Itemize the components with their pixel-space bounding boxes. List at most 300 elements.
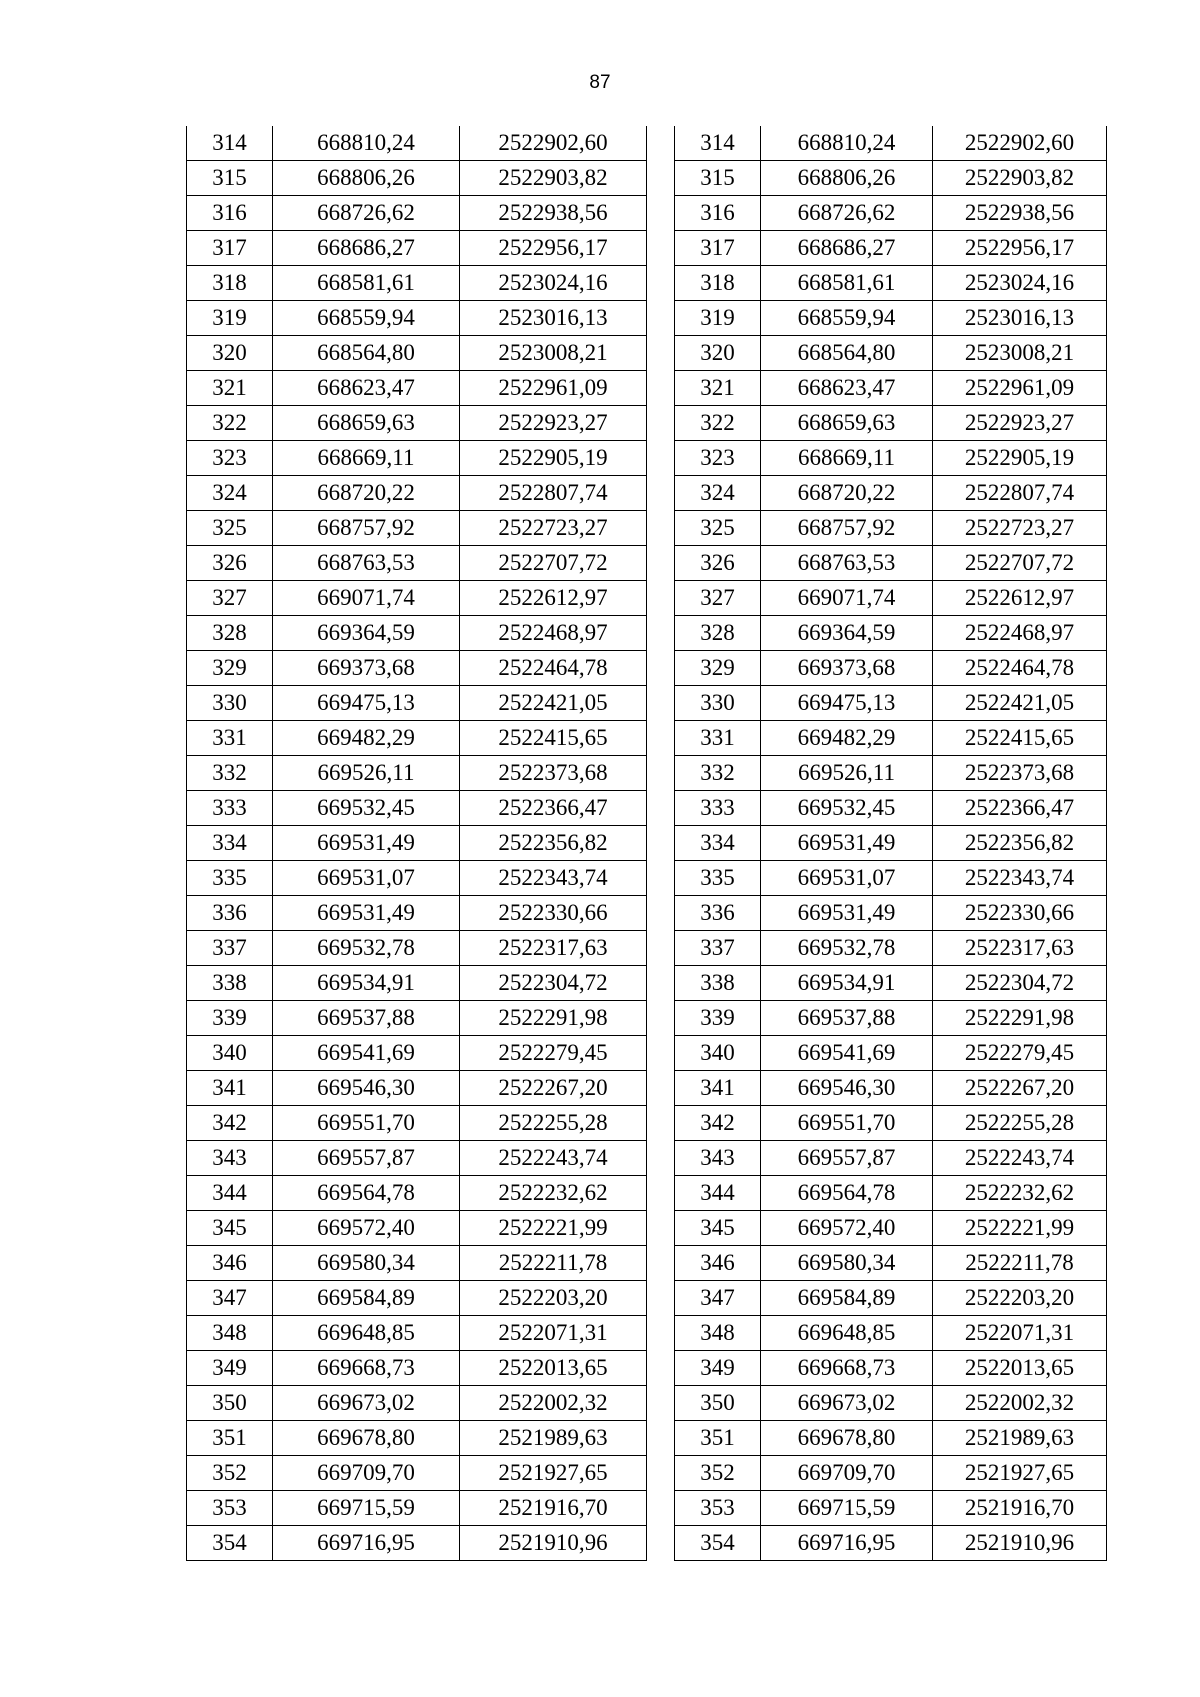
table-row — [187, 301, 647, 336]
x-coordinate-cell — [273, 441, 460, 476]
x-coordinate-cell — [761, 1351, 933, 1386]
table-row — [675, 966, 1107, 1001]
cell-text: 342 — [700, 1110, 735, 1135]
cell-text: 669668,73 — [797, 1355, 896, 1380]
cell-text: 2523024,16 — [498, 270, 608, 295]
table-row — [187, 1281, 647, 1316]
x-coordinate-cell — [761, 686, 933, 721]
cell-text: 2522291,98 — [964, 1005, 1075, 1030]
cell-text: 669534,91 — [317, 970, 415, 995]
point-number-cell — [187, 301, 273, 336]
table-row — [187, 1071, 647, 1106]
cell-text: 2522905,19 — [498, 445, 608, 470]
table-row — [675, 546, 1107, 581]
y-coordinate-cell — [933, 756, 1107, 791]
y-coordinate-cell — [460, 616, 647, 651]
y-coordinate-cell — [460, 861, 647, 896]
cell-text: 2522612,97 — [498, 585, 608, 610]
x-coordinate-cell — [761, 546, 933, 581]
cell-text: 669531,49 — [797, 900, 896, 925]
point-number-cell — [187, 581, 273, 616]
y-coordinate-cell — [460, 511, 647, 546]
y-coordinate-cell — [460, 581, 647, 616]
table-row — [675, 791, 1107, 826]
cell-text: 2522279,45 — [964, 1040, 1075, 1065]
cell-text: 669526,11 — [798, 760, 895, 785]
x-coordinate-cell — [273, 406, 460, 441]
cell-text: 669482,29 — [797, 725, 896, 750]
point-number-cell — [187, 1176, 273, 1211]
x-coordinate-cell — [273, 581, 460, 616]
x-coordinate-cell — [761, 1106, 933, 1141]
table-row — [187, 581, 647, 616]
cell-text: 315 — [700, 165, 735, 190]
cell-text: 2522203,20 — [964, 1285, 1075, 1310]
cell-text: 351 — [212, 1425, 247, 1450]
point-number-cell — [675, 966, 761, 1001]
point-number-cell — [187, 1281, 273, 1316]
cell-text: 2523024,16 — [964, 270, 1075, 295]
table-row — [675, 196, 1107, 231]
table-row — [675, 1526, 1107, 1561]
cell-text: 349 — [212, 1355, 247, 1380]
x-coordinate-cell — [761, 231, 933, 266]
cell-text: 323 — [212, 445, 247, 470]
cell-text: 320 — [700, 340, 735, 365]
table-row — [675, 476, 1107, 511]
point-number-cell — [187, 756, 273, 791]
point-number-cell — [187, 721, 273, 756]
x-coordinate-cell — [761, 1176, 933, 1211]
point-number-cell — [675, 1456, 761, 1491]
cell-text: 2522903,82 — [964, 165, 1075, 190]
table-row — [675, 1176, 1107, 1211]
cell-text: 341 — [700, 1075, 735, 1100]
page-number: 87 — [589, 72, 611, 93]
x-coordinate-cell — [273, 1456, 460, 1491]
cell-text: 332 — [212, 760, 247, 785]
cell-text: 669580,34 — [317, 1250, 415, 1275]
cell-text: 339 — [212, 1005, 247, 1030]
table-row — [187, 861, 647, 896]
x-coordinate-cell — [273, 161, 460, 196]
x-coordinate-cell — [273, 1246, 460, 1281]
cell-text: 669541,69 — [317, 1040, 415, 1065]
y-coordinate-cell — [460, 1246, 647, 1281]
y-coordinate-cell — [933, 406, 1107, 441]
y-coordinate-cell — [933, 861, 1107, 896]
point-number-cell — [675, 1141, 761, 1176]
x-coordinate-cell — [761, 1001, 933, 1036]
table-row — [187, 721, 647, 756]
cell-text: 348 — [700, 1320, 735, 1345]
table-row — [675, 1491, 1107, 1526]
cell-text: 2522211,78 — [965, 1250, 1074, 1275]
point-number-cell — [187, 931, 273, 966]
cell-text: 336 — [212, 900, 247, 925]
point-number-cell — [675, 931, 761, 966]
table-row — [187, 826, 647, 861]
x-coordinate-cell — [761, 966, 933, 1001]
table-row — [675, 301, 1107, 336]
table-row — [675, 161, 1107, 196]
cell-text: 668623,47 — [317, 375, 415, 400]
point-number-cell — [675, 1001, 761, 1036]
cell-text: 2523008,21 — [964, 340, 1075, 365]
x-coordinate-cell — [273, 126, 460, 161]
cell-text: 325 — [212, 515, 247, 540]
point-number-cell — [675, 196, 761, 231]
cell-text: 350 — [700, 1390, 735, 1415]
table-row — [675, 1141, 1107, 1176]
x-coordinate-cell — [273, 616, 460, 651]
y-coordinate-cell — [933, 581, 1107, 616]
y-coordinate-cell — [460, 966, 647, 1001]
cell-text: 668757,92 — [797, 515, 896, 540]
y-coordinate-cell — [933, 546, 1107, 581]
point-number-cell — [187, 1071, 273, 1106]
x-coordinate-cell — [273, 1351, 460, 1386]
table-row — [675, 931, 1107, 966]
cell-text: 669572,40 — [317, 1215, 415, 1240]
cell-text: 2521916,70 — [964, 1495, 1075, 1520]
cell-text: 2522938,56 — [498, 200, 608, 225]
cell-text: 669373,68 — [317, 655, 415, 680]
point-number-cell — [675, 896, 761, 931]
y-coordinate-cell — [933, 336, 1107, 371]
point-number-cell — [187, 406, 273, 441]
table-row — [675, 511, 1107, 546]
cell-text: 2522002,32 — [964, 1390, 1075, 1415]
y-coordinate-cell — [460, 1106, 647, 1141]
point-number-cell — [187, 1246, 273, 1281]
x-coordinate-cell — [273, 1106, 460, 1141]
cell-text: 329 — [212, 655, 247, 680]
cell-text: 2522330,66 — [964, 900, 1075, 925]
cell-text: 2522232,62 — [498, 1180, 608, 1205]
x-coordinate-cell — [273, 826, 460, 861]
x-coordinate-cell — [273, 511, 460, 546]
cell-text: 2521916,70 — [498, 1495, 608, 1520]
cell-text: 343 — [212, 1145, 247, 1170]
x-coordinate-cell — [761, 1211, 933, 1246]
cell-text: 337 — [212, 935, 247, 960]
y-coordinate-cell — [933, 1106, 1107, 1141]
point-number-cell — [675, 826, 761, 861]
cell-text: 2522902,60 — [964, 130, 1075, 155]
y-coordinate-cell — [460, 196, 647, 231]
x-coordinate-cell — [273, 266, 460, 301]
x-coordinate-cell — [273, 1526, 460, 1561]
cell-text: 2522468,97 — [498, 620, 608, 645]
cell-text: 319 — [700, 305, 735, 330]
cell-text: 2522905,19 — [964, 445, 1075, 470]
x-coordinate-cell — [761, 1386, 933, 1421]
cell-text: 337 — [700, 935, 735, 960]
point-number-cell — [187, 1456, 273, 1491]
cell-text: 319 — [212, 305, 247, 330]
y-coordinate-cell — [460, 1386, 647, 1421]
table-row — [675, 1316, 1107, 1351]
cell-text: 2522938,56 — [964, 200, 1075, 225]
cell-text: 344 — [700, 1180, 735, 1205]
table-row — [187, 1036, 647, 1071]
cell-text: 2522267,20 — [964, 1075, 1075, 1100]
table-row — [187, 126, 647, 161]
point-number-cell — [187, 476, 273, 511]
y-coordinate-cell — [933, 721, 1107, 756]
cell-text: 330 — [212, 690, 247, 715]
point-number-cell — [187, 861, 273, 896]
cell-text: 2522902,60 — [498, 130, 608, 155]
cell-text: 2522366,47 — [498, 795, 608, 820]
coordinates-table-right — [674, 126, 1107, 1561]
cell-text: 668810,24 — [797, 130, 896, 155]
point-number-cell — [675, 651, 761, 686]
cell-text: 314 — [212, 130, 247, 155]
cell-text: 2522961,09 — [498, 375, 608, 400]
table-row — [675, 581, 1107, 616]
point-number-cell — [187, 1141, 273, 1176]
point-number-cell — [187, 1526, 273, 1561]
cell-text: 2522267,20 — [498, 1075, 608, 1100]
cell-text: 324 — [700, 480, 735, 505]
cell-text: 2521927,65 — [498, 1460, 608, 1485]
cell-text: 2522013,65 — [964, 1355, 1075, 1380]
table-row — [187, 1456, 647, 1491]
cell-text: 338 — [700, 970, 735, 995]
x-coordinate-cell — [761, 1421, 933, 1456]
y-coordinate-cell — [460, 1456, 647, 1491]
y-coordinate-cell — [933, 931, 1107, 966]
cell-text: 2523008,21 — [498, 340, 608, 365]
x-coordinate-cell — [273, 721, 460, 756]
cell-text: 2522203,20 — [498, 1285, 608, 1310]
cell-text: 341 — [212, 1075, 247, 1100]
x-coordinate-cell — [273, 756, 460, 791]
y-coordinate-cell — [933, 1281, 1107, 1316]
cell-text: 668659,63 — [797, 410, 896, 435]
cell-text: 669546,30 — [797, 1075, 896, 1100]
point-number-cell — [187, 196, 273, 231]
cell-text: 2522343,74 — [498, 865, 608, 890]
x-coordinate-cell — [273, 1176, 460, 1211]
y-coordinate-cell — [933, 1526, 1107, 1561]
table-row — [187, 1246, 647, 1281]
cell-text: 668726,62 — [797, 200, 896, 225]
y-coordinate-cell — [933, 1456, 1107, 1491]
cell-text: 2522211,78 — [498, 1250, 608, 1275]
point-number-cell — [675, 1211, 761, 1246]
cell-text: 669532,78 — [797, 935, 896, 960]
table-row — [675, 1106, 1107, 1141]
point-number-cell — [675, 1036, 761, 1071]
y-coordinate-cell — [460, 686, 647, 721]
table-row — [187, 546, 647, 581]
cell-text: 2523016,13 — [498, 305, 608, 330]
cell-text: 332 — [700, 760, 735, 785]
cell-text: 668720,22 — [797, 480, 896, 505]
cell-text: 315 — [212, 165, 247, 190]
cell-text: 2522243,74 — [498, 1145, 608, 1170]
cell-text: 2522330,66 — [498, 900, 608, 925]
x-coordinate-cell — [761, 406, 933, 441]
point-number-cell — [675, 581, 761, 616]
cell-text: 344 — [212, 1180, 247, 1205]
cell-text: 2521927,65 — [964, 1460, 1075, 1485]
y-coordinate-cell — [933, 126, 1107, 161]
cell-text: 668559,94 — [317, 305, 415, 330]
cell-text: 2522304,72 — [964, 970, 1075, 995]
cell-text: 335 — [700, 865, 735, 890]
cell-text: 346 — [212, 1250, 247, 1275]
cell-text: 2522317,63 — [498, 935, 608, 960]
x-coordinate-cell — [761, 756, 933, 791]
point-number-cell — [675, 756, 761, 791]
cell-text: 2521910,96 — [964, 1530, 1075, 1555]
y-coordinate-cell — [933, 371, 1107, 406]
point-number-cell — [675, 301, 761, 336]
table-row — [675, 266, 1107, 301]
y-coordinate-cell — [460, 1176, 647, 1211]
cell-text: 668720,22 — [317, 480, 415, 505]
table-row — [187, 756, 647, 791]
point-number-cell — [187, 686, 273, 721]
y-coordinate-cell — [460, 1141, 647, 1176]
cell-text: 669364,59 — [317, 620, 415, 645]
cell-text: 354 — [212, 1530, 247, 1555]
table-row — [187, 791, 647, 826]
point-number-cell — [675, 1246, 761, 1281]
point-number-cell — [187, 1036, 273, 1071]
cell-text: 669537,88 — [797, 1005, 896, 1030]
x-coordinate-cell — [273, 896, 460, 931]
point-number-cell — [187, 546, 273, 581]
cell-text: 669557,87 — [797, 1145, 896, 1170]
y-coordinate-cell — [933, 1246, 1107, 1281]
y-coordinate-cell — [933, 161, 1107, 196]
y-coordinate-cell — [933, 1316, 1107, 1351]
point-number-cell — [187, 1211, 273, 1246]
cell-text: 2522013,65 — [498, 1355, 608, 1380]
table-row — [187, 1491, 647, 1526]
table-row — [675, 721, 1107, 756]
y-coordinate-cell — [460, 1316, 647, 1351]
x-coordinate-cell — [761, 1141, 933, 1176]
cell-text: 326 — [212, 550, 247, 575]
point-number-cell — [187, 266, 273, 301]
y-coordinate-cell — [933, 266, 1107, 301]
cell-text: 2522221,99 — [498, 1215, 608, 1240]
cell-text: 2522002,32 — [498, 1390, 608, 1415]
cell-text: 2522723,27 — [498, 515, 608, 540]
x-coordinate-cell — [761, 581, 933, 616]
point-number-cell — [675, 616, 761, 651]
table-row — [675, 756, 1107, 791]
table-row — [675, 231, 1107, 266]
table-row — [187, 931, 647, 966]
x-coordinate-cell — [761, 1281, 933, 1316]
x-coordinate-cell — [273, 1001, 460, 1036]
cell-text: 669531,49 — [797, 830, 896, 855]
y-coordinate-cell — [460, 1071, 647, 1106]
cell-text: 2522304,72 — [498, 970, 608, 995]
table-row — [187, 406, 647, 441]
table-row — [675, 406, 1107, 441]
table-row — [675, 896, 1107, 931]
point-number-cell — [675, 441, 761, 476]
cell-text: 668559,94 — [797, 305, 896, 330]
cell-text: 2522707,72 — [498, 550, 608, 575]
cell-text: 669071,74 — [317, 585, 415, 610]
table-row — [187, 1421, 647, 1456]
cell-text: 340 — [212, 1040, 247, 1065]
cell-text: 2522243,74 — [964, 1145, 1075, 1170]
cell-text: 669564,78 — [797, 1180, 896, 1205]
cell-text: 353 — [700, 1495, 735, 1520]
point-number-cell — [675, 1526, 761, 1561]
cell-text: 669715,59 — [797, 1495, 896, 1520]
table-row — [675, 826, 1107, 861]
cell-text: 345 — [212, 1215, 247, 1240]
table-row — [187, 476, 647, 511]
cell-text: 669482,29 — [317, 725, 415, 750]
cell-text: 2522464,78 — [498, 655, 608, 680]
table-row — [187, 1211, 647, 1246]
cell-text: 669648,85 — [317, 1320, 415, 1345]
table-row — [187, 1106, 647, 1141]
cell-text: 314 — [700, 130, 735, 155]
cell-text: 669531,49 — [317, 900, 415, 925]
x-coordinate-cell — [273, 546, 460, 581]
y-coordinate-cell — [933, 1491, 1107, 1526]
y-coordinate-cell — [460, 721, 647, 756]
table-row — [675, 336, 1107, 371]
cell-text: 669531,07 — [317, 865, 415, 890]
point-number-cell — [187, 336, 273, 371]
point-number-cell — [675, 336, 761, 371]
point-number-cell — [187, 651, 273, 686]
cell-text: 669557,87 — [317, 1145, 415, 1170]
x-coordinate-cell — [273, 231, 460, 266]
point-number-cell — [675, 1316, 761, 1351]
table-row — [187, 511, 647, 546]
cell-text: 668763,53 — [797, 550, 896, 575]
cell-text: 669668,73 — [317, 1355, 415, 1380]
cell-text: 2522291,98 — [498, 1005, 608, 1030]
cell-text: 669716,95 — [797, 1530, 896, 1555]
table-row — [675, 1071, 1107, 1106]
table-row — [187, 1316, 647, 1351]
point-number-cell — [675, 1421, 761, 1456]
cell-text: 669551,70 — [317, 1110, 415, 1135]
cell-text: 318 — [212, 270, 247, 295]
cell-text: 669526,11 — [317, 760, 415, 785]
y-coordinate-cell — [460, 896, 647, 931]
point-number-cell — [187, 791, 273, 826]
point-number-cell — [675, 791, 761, 826]
cell-text: 2522464,78 — [964, 655, 1075, 680]
cell-text: 669580,34 — [797, 1250, 896, 1275]
y-coordinate-cell — [933, 791, 1107, 826]
cell-text: 347 — [212, 1285, 247, 1310]
cell-text: 331 — [700, 725, 735, 750]
cell-text: 2522612,97 — [964, 585, 1075, 610]
x-coordinate-cell — [761, 931, 933, 966]
cell-text: 316 — [212, 200, 247, 225]
table-row — [675, 441, 1107, 476]
x-coordinate-cell — [761, 861, 933, 896]
